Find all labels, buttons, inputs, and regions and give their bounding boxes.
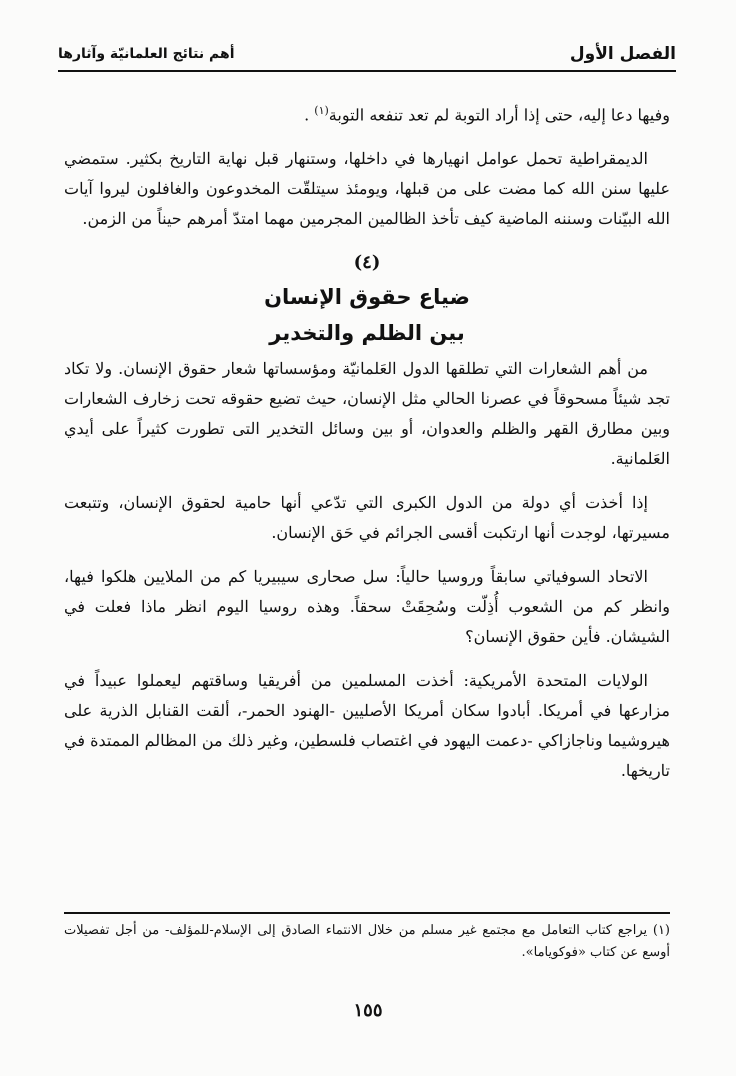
paragraph-5: الاتحاد السوفياتي سابقاً وروسيا حالياً: سل صحارى سيبيريا كم من الملايين هلكوا فيها، وانظر كم من الشعوب أُذِلّت وسُحِقَتْ سحقاً. وهذه روسيا اليوم انظر ماذا فعلت في الشيشان. فأين حقوق الإنسان؟ <box>64 567 670 647</box>
footnote: (١) يراجع كتاب التعامل مع مجتمع غير مسلم من خلال الانتماء الصادق إلى الإسلام-للمؤلف- من أجل تفصيلات أوسع عن كتاب «فوكوياما». <box>64 923 670 960</box>
section-number: (٤) <box>353 252 381 274</box>
footnote-ref: (١) <box>314 104 329 117</box>
running-title: أهم نتائج العلمانيّة وآثارها <box>58 46 235 62</box>
page-number: ١٥٥ <box>353 1000 383 1021</box>
paragraph-3: من أهم الشعارات التي تطلقها الدول العَلمانيّة ومؤسساتها شعار حقوق الإنسان. ولا تكاد تجد شيئاً مسحوقاً في عصرنا الحالي مثل الإنسان، حيث تضيع حقوقه تحت زخارف الشعارات وبين مطارق القهر والظلم والعدوان، أو بين وسائل التخدير التى تطورت كثيراً على أيدي العَلمانية. <box>64 359 670 469</box>
paragraph-1-end: . <box>304 105 310 125</box>
paragraph-4: إذا أخذت أي دولة من الدول الكبرى التي تدّعي أنها حامية لحقوق الإنسان، وتتبعت مسيرتها، لوجدت أنها ارتكبت أقسى الجرائم في حَق الإنسان. <box>64 493 670 543</box>
section-subtitle: بين الظلم والتخدير <box>269 321 465 346</box>
page-header <box>58 40 676 68</box>
paragraph-1 <box>64 96 670 130</box>
page-body <box>64 96 670 800</box>
paragraph-2: الديمقراطية تحمل عوامل انهيارها في داخلها، وستنهار قبل نهاية التاريخ بكثير. ستمضي عليها سنن الله كما مضت على من قبلها، ويومئذ سيتلقّت المخدوعون والغافلون ليروا آيات الله البيّنات وسننه الماضية كيف تأخذ الظالمين المجرمين مهما امتدّ أمرهم حيناً من الزمن. <box>64 149 671 229</box>
footnote-divider <box>64 912 670 914</box>
paragraph-1-text: وفيها دعا إليه، حتى إذا أراد التوبة لم تعد تنفعه التوبة <box>328 105 670 125</box>
chapter-title: الفصل الأول <box>569 44 676 64</box>
section-title: ضياع حقوق الإنسان <box>264 285 470 310</box>
paragraph-6: الولايات المتحدة الأمريكية: أخذت المسلمين من أفريقيا وساقتهم ليعملوا عبيداً في مزارعها في أمريكا. أبادوا سكان أمريكا الأصليين -الهنود الحمر-، ألقت القنابل الذرية على هيروشيما وناجازاكي -دعمت اليهود في اغتصاب فلسطين، وغير ذلك من المظالم الممتدة في تاريخها. <box>64 671 670 781</box>
header-divider <box>58 70 676 72</box>
